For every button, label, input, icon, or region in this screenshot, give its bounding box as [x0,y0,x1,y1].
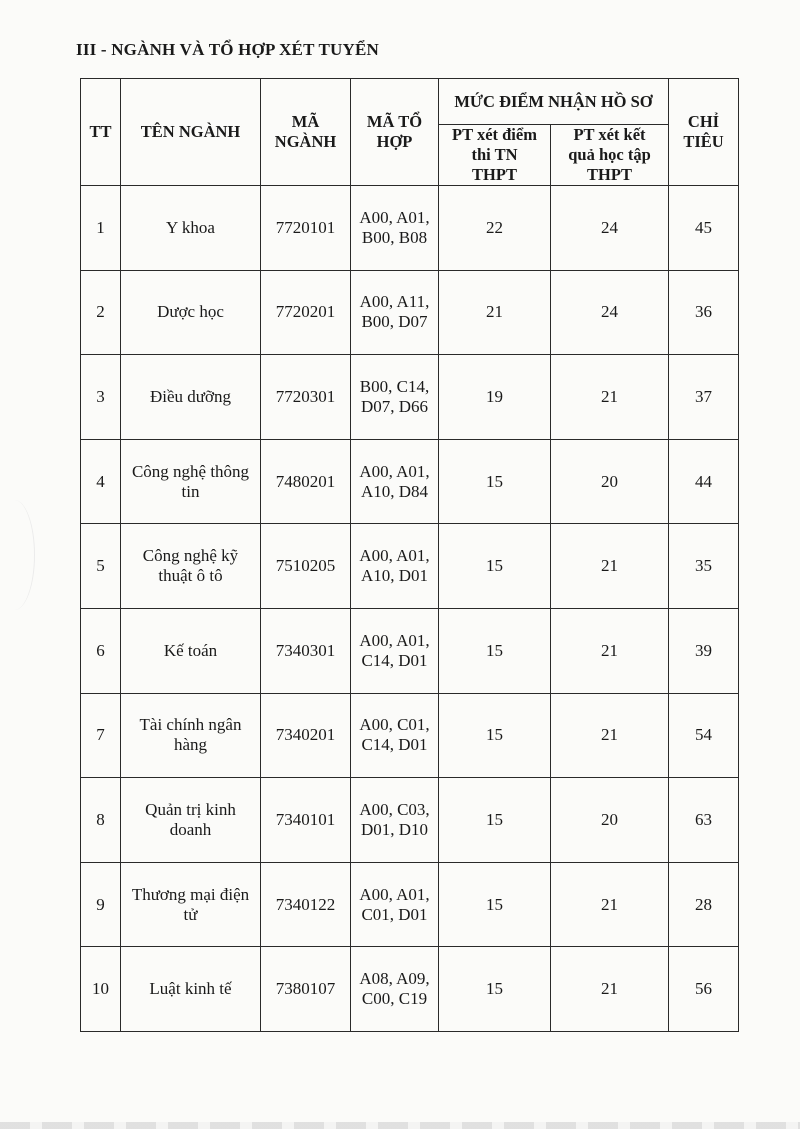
combo-line2: D07, D66 [360,396,429,416]
cell-exam-score [439,608,551,693]
combo-line1: A00, A01, [359,884,430,904]
combo-line1: A00, A11, [359,292,430,312]
major-name-line1: Luật kinh tế [149,979,232,999]
record-score-value: 21 [601,979,618,999]
combo-line1: A00, A01, [359,630,430,650]
quota-value: 35 [695,556,712,576]
combo-line2: A10, D84 [360,481,429,501]
section-heading: III - NGÀNH VÀ TỔ HỢP XÉT TUYỂN [76,40,379,59]
cell-quota [669,524,739,609]
record-score-value: 21 [601,725,618,745]
exam-score-value: 15 [486,894,503,914]
cell-quota [669,947,739,1032]
cell-tt [81,947,121,1032]
cell-quota [669,355,739,440]
header-score-exam-line2: thi TN [471,145,518,164]
combo-line2: D01, D10 [360,819,429,839]
combo-line1: A00, A01, [359,207,430,227]
cell-tt [81,778,121,863]
major-name-line2: hàng [173,735,208,755]
cell-record-score [551,270,669,355]
exam-score-value: 15 [486,556,503,576]
cell-major-code [261,355,351,440]
exam-score-value: 22 [486,217,503,237]
cell-major-name [121,693,261,778]
header-score-exam-line1: PT xét điểm [452,125,537,144]
header-quota [669,79,739,186]
cell-combo [351,608,439,693]
exam-score-value: 15 [486,809,503,829]
major-name-line2: thuật ô tô [158,566,223,586]
quota-value: 45 [695,217,712,237]
header-tt: TT [81,79,121,186]
cell-combo [351,439,439,524]
cell-quota [669,778,739,863]
record-score-value: 20 [601,471,618,491]
cell-tt [81,862,121,947]
header-score-exam-line3: THPT [472,165,517,184]
major-name-line2: doanh [169,819,212,839]
cell-record-score [551,947,669,1032]
tt-value: 7 [96,725,105,745]
combo-line1: B00, C14, [359,376,430,396]
cell-record-score [551,608,669,693]
scan-edge-strip [0,1122,800,1129]
major-code-value: 7340101 [275,809,336,829]
tt-value: 8 [96,809,105,829]
exam-score-value: 19 [486,386,503,406]
major-code-value: 7340301 [275,640,336,660]
tt-value: 2 [96,302,105,322]
cell-record-score [551,524,669,609]
table-row [81,355,739,440]
cell-quota [669,439,739,524]
cell-quota [669,270,739,355]
cell-tt [81,270,121,355]
cell-combo [351,270,439,355]
cell-major-code [261,186,351,271]
cell-combo [351,524,439,609]
cell-quota [669,186,739,271]
header-quota-line1: CHỈ [687,112,720,131]
cell-combo [351,778,439,863]
cell-quota [669,862,739,947]
cell-combo [351,355,439,440]
combo-line2: C14, D01 [361,735,428,755]
cell-major-name [121,862,261,947]
major-code-value: 7380107 [275,979,336,999]
major-name-line1: Tài chính ngân [139,715,242,735]
table-row [81,947,739,1032]
cell-major-code [261,693,351,778]
record-score-value: 21 [601,556,618,576]
header-score-exam [439,125,551,186]
major-code-value: 7340122 [275,894,336,914]
cell-tt [81,355,121,440]
tt-value: 5 [96,556,105,576]
cell-major-name [121,947,261,1032]
table-row [81,186,739,271]
record-score-value: 20 [601,809,618,829]
cell-combo [351,862,439,947]
header-score-group: MỨC ĐIỂM NHẬN HỒ SƠ [439,79,669,125]
exam-score-value: 15 [486,471,503,491]
tt-value: 10 [92,979,109,999]
header-score-record [551,125,669,186]
header-score-record-line1: PT xét kết [573,125,646,144]
major-name-line1: Kế toán [163,640,218,660]
cell-combo [351,186,439,271]
tt-value: 4 [96,471,105,491]
quota-value: 54 [695,725,712,745]
cell-record-score [551,439,669,524]
cell-record-score [551,186,669,271]
header-code [261,79,351,186]
major-code-value: 7720301 [275,386,336,406]
header-score-record-line3: THPT [587,165,632,184]
major-code-value: 7720201 [275,302,336,322]
header-code-line1: MÃ [291,112,320,131]
cell-tt [81,439,121,524]
table-row [81,693,739,778]
cell-major-code [261,947,351,1032]
combo-line1: A00, A01, [359,546,430,566]
cell-major-name [121,524,261,609]
cell-record-score [551,862,669,947]
tt-value: 3 [96,386,105,406]
cell-combo [351,947,439,1032]
cell-exam-score [439,270,551,355]
cell-exam-score [439,693,551,778]
tt-value: 6 [96,640,105,660]
quota-value: 56 [695,979,712,999]
quota-value: 63 [695,809,712,829]
cell-major-name [121,778,261,863]
table-row [81,270,739,355]
admissions-table [80,78,739,1032]
major-name-line1: Thương mại điện [131,884,250,904]
major-code-value: 7720101 [275,217,336,237]
cell-major-name [121,608,261,693]
cell-tt [81,693,121,778]
exam-score-value: 15 [486,640,503,660]
header-combo-line1: MÃ TỔ [366,112,423,131]
major-name-line1: Công nghệ kỹ [142,546,239,566]
major-code-value: 7480201 [275,471,336,491]
cell-exam-score [439,355,551,440]
header-score-record-line2: quả học tập [568,145,651,164]
cell-record-score [551,355,669,440]
cell-exam-score [439,778,551,863]
major-name-line1: Y khoa [166,217,215,237]
cell-tt [81,186,121,271]
cell-major-code [261,778,351,863]
cell-exam-score [439,524,551,609]
combo-line1: A08, A09, [359,969,430,989]
tt-value: 1 [96,217,105,237]
cell-tt [81,608,121,693]
table-row [81,862,739,947]
cell-quota [669,608,739,693]
cell-major-name [121,270,261,355]
quota-value: 36 [695,302,712,322]
combo-line2: B00, B08 [361,227,428,247]
record-score-value: 21 [601,640,618,660]
exam-score-value: 21 [486,302,503,322]
table-row [81,524,739,609]
combo-line2: C14, D01 [361,650,428,670]
quota-value: 28 [695,894,712,914]
cell-major-code [261,608,351,693]
combo-line1: A00, A01, [359,461,430,481]
cell-record-score [551,693,669,778]
cell-major-code [261,862,351,947]
combo-line2: B00, D07 [361,312,428,332]
record-score-value: 24 [601,217,618,237]
table-row [81,778,739,863]
record-score-value: 24 [601,302,618,322]
major-name-line1: Điều dưỡng [150,386,231,406]
cell-exam-score [439,862,551,947]
header-combo-line2: HỢP [376,132,413,151]
quota-value: 37 [695,386,712,406]
exam-score-value: 15 [486,725,503,745]
combo-line2: A10, D01 [360,566,429,586]
major-code-value: 7510205 [275,556,336,576]
major-name-line1: Quản trị kinh [145,799,236,819]
cell-exam-score [439,186,551,271]
header-code-line2: NGÀNH [274,132,337,151]
combo-line1: A00, C03, [359,799,430,819]
major-name-line1: Dược học [157,302,224,322]
quota-value: 39 [695,640,712,660]
major-name-line2: tin [181,481,200,501]
major-name-line1: Công nghệ thông [131,461,250,481]
cell-exam-score [439,947,551,1032]
table-row [81,608,739,693]
header-combo [351,79,439,186]
cell-major-name [121,355,261,440]
cell-quota [669,693,739,778]
cell-major-code [261,439,351,524]
quota-value: 44 [695,471,712,491]
cell-major-code [261,270,351,355]
exam-score-value: 15 [486,979,503,999]
table-row [81,439,739,524]
cell-major-name [121,186,261,271]
cell-major-code [261,524,351,609]
cell-tt [81,524,121,609]
cell-record-score [551,778,669,863]
major-code-value: 7340201 [275,725,336,745]
combo-line1: A00, C01, [359,715,430,735]
record-score-value: 21 [601,894,618,914]
header-name: TÊN NGÀNH [121,79,261,186]
header-quota-line2: TIÊU [683,132,724,151]
cell-exam-score [439,439,551,524]
record-score-value: 21 [601,386,618,406]
cell-major-name [121,439,261,524]
major-name-line2: tử [183,904,198,924]
combo-line2: C00, C19 [361,989,428,1009]
cell-combo [351,693,439,778]
combo-line2: C01, D01 [361,904,428,924]
scan-stamp-shadow [0,500,35,610]
tt-value: 9 [96,894,105,914]
